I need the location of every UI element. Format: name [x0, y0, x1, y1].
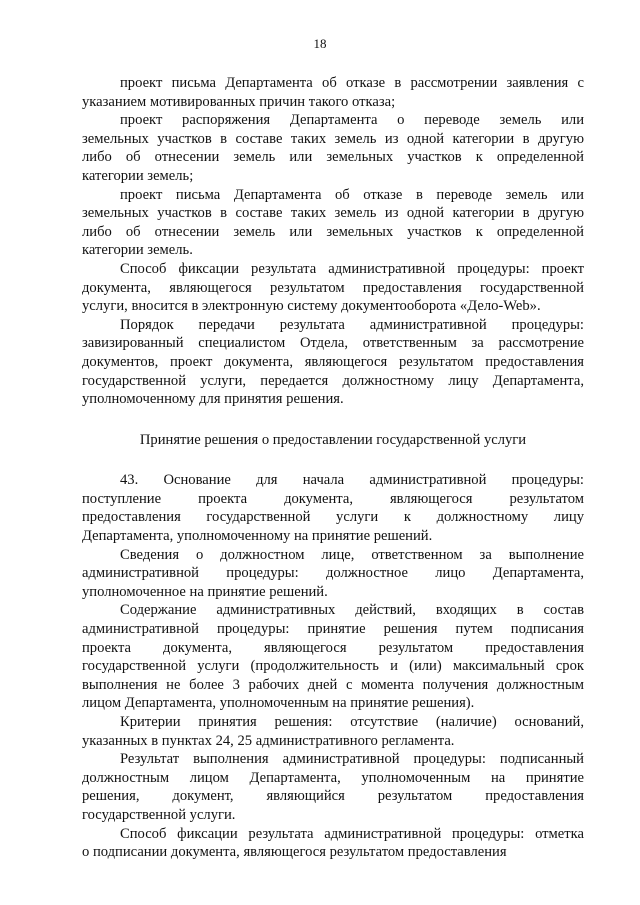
paragraph-line: о подписании документа, являющегося результатом предоставления — [82, 844, 507, 861]
paragraph-line: категории земель; — [82, 167, 194, 184]
paragraph — [82, 601, 584, 713]
document-body — [82, 74, 584, 862]
paragraph-line: Результат выполнения административной процедуры: подписанный — [120, 751, 584, 768]
paragraph-line: Содержание административных действий, входящих в состав — [120, 602, 584, 619]
paragraph-line: должностным лицом Департамента, уполномоченным на принятие — [82, 769, 584, 786]
paragraph-line: либо об отнесении земель или земельных участков к определенной — [82, 223, 584, 240]
paragraph — [82, 713, 584, 750]
paragraph-line: Сведения о должностном лице, ответственном за выполнение — [120, 546, 584, 563]
paragraph-line: государственной услуги. — [82, 806, 236, 823]
paragraph-line: лицом Департамента, уполномоченным на принятие решения). — [82, 695, 475, 712]
paragraph-line: услуги, вносится в электронную систему документооборота «Дело-Web». — [82, 298, 541, 315]
paragraph-line: Способ фиксации результата административной процедуры: проект — [120, 260, 584, 277]
paragraph-line: решения, документ, являющийся результатом предоставления — [82, 788, 584, 805]
paragraph-line: государственной услуги, передается должностному лицу Департамента, — [82, 372, 584, 389]
paragraph-line: государственной услуги (продолжительность и (или) максимальный срок — [82, 658, 584, 675]
paragraph-line: документов, проект документа, являющегося результатом предоставления — [82, 353, 584, 370]
paragraph-line: Способ фиксации результата административной процедуры: отметка — [120, 825, 584, 842]
paragraph-line: уполномоченное на принятие решений. — [82, 583, 328, 600]
paragraphs-before-heading — [82, 74, 584, 409]
section-heading: Принятие решения о предоставлении государственной услуги — [139, 431, 527, 448]
paragraph-line: административной процедуры: принятие решения путем подписания — [82, 621, 584, 638]
paragraph — [82, 471, 584, 545]
paragraph-line: Порядок передачи результата административной процедуры: — [120, 316, 584, 333]
paragraph-line: поступление проекта документа, являющегося результатом — [82, 490, 584, 507]
paragraph — [82, 750, 584, 824]
paragraph-line: проект письма Департамента об отказе в рассмотрении заявления с — [120, 75, 584, 91]
paragraph-line: указанных в пунктах 24, 25 административного регламента. — [82, 732, 455, 749]
paragraph-line: 43. Основание для начала административной процедуры: — [120, 472, 584, 489]
paragraph — [82, 546, 584, 602]
paragraph-line: указанием мотивированных причин такого отказа; — [82, 93, 396, 110]
paragraph — [82, 260, 584, 316]
paragraph — [82, 825, 584, 862]
paragraph-line: завизированный специалистом Отдела, ответственным за рассмотрение — [82, 335, 584, 352]
page-number: 18 — [313, 36, 327, 51]
paragraph-line: либо об отнесении земель или земельных участков к определенной — [82, 149, 584, 166]
paragraph-line: проекта документа, являющегося результатом предоставления — [82, 639, 584, 656]
paragraph — [82, 74, 584, 111]
paragraph-line: категории земель. — [82, 242, 193, 259]
paragraph-line: земельных участков в составе таких земель из одной категории в другую — [82, 205, 584, 222]
paragraph — [82, 111, 584, 185]
paragraph-line: уполномоченному для принятия решения. — [82, 391, 344, 408]
paragraph-line: Критерии принятия решения: отсутствие (наличие) оснований, — [120, 714, 584, 730]
paragraph-line: проект письма Департамента об отказе в переводе земель или — [120, 186, 584, 203]
paragraph-line: административной процедуры: должностное лицо Департамента, — [82, 565, 584, 582]
paragraph-line: предоставления государственной услуги к должностному лицу — [82, 509, 584, 526]
paragraph-line: документа, являющегося результатом предоставления государственной — [82, 279, 584, 296]
paragraph — [82, 316, 584, 409]
paragraph — [82, 186, 584, 260]
paragraph-line: выполнения не более 3 рабочих дней с момента получения должностным — [82, 676, 584, 693]
paragraphs-after-heading — [82, 471, 584, 861]
paragraph-line: проект распоряжения Департамента о переводе земель или — [120, 112, 584, 129]
paragraph-line: Департамента, уполномоченному на принятие решений. — [82, 528, 433, 545]
paragraph-line: земельных участков в составе таких земель из одной категории в другую — [82, 130, 584, 147]
